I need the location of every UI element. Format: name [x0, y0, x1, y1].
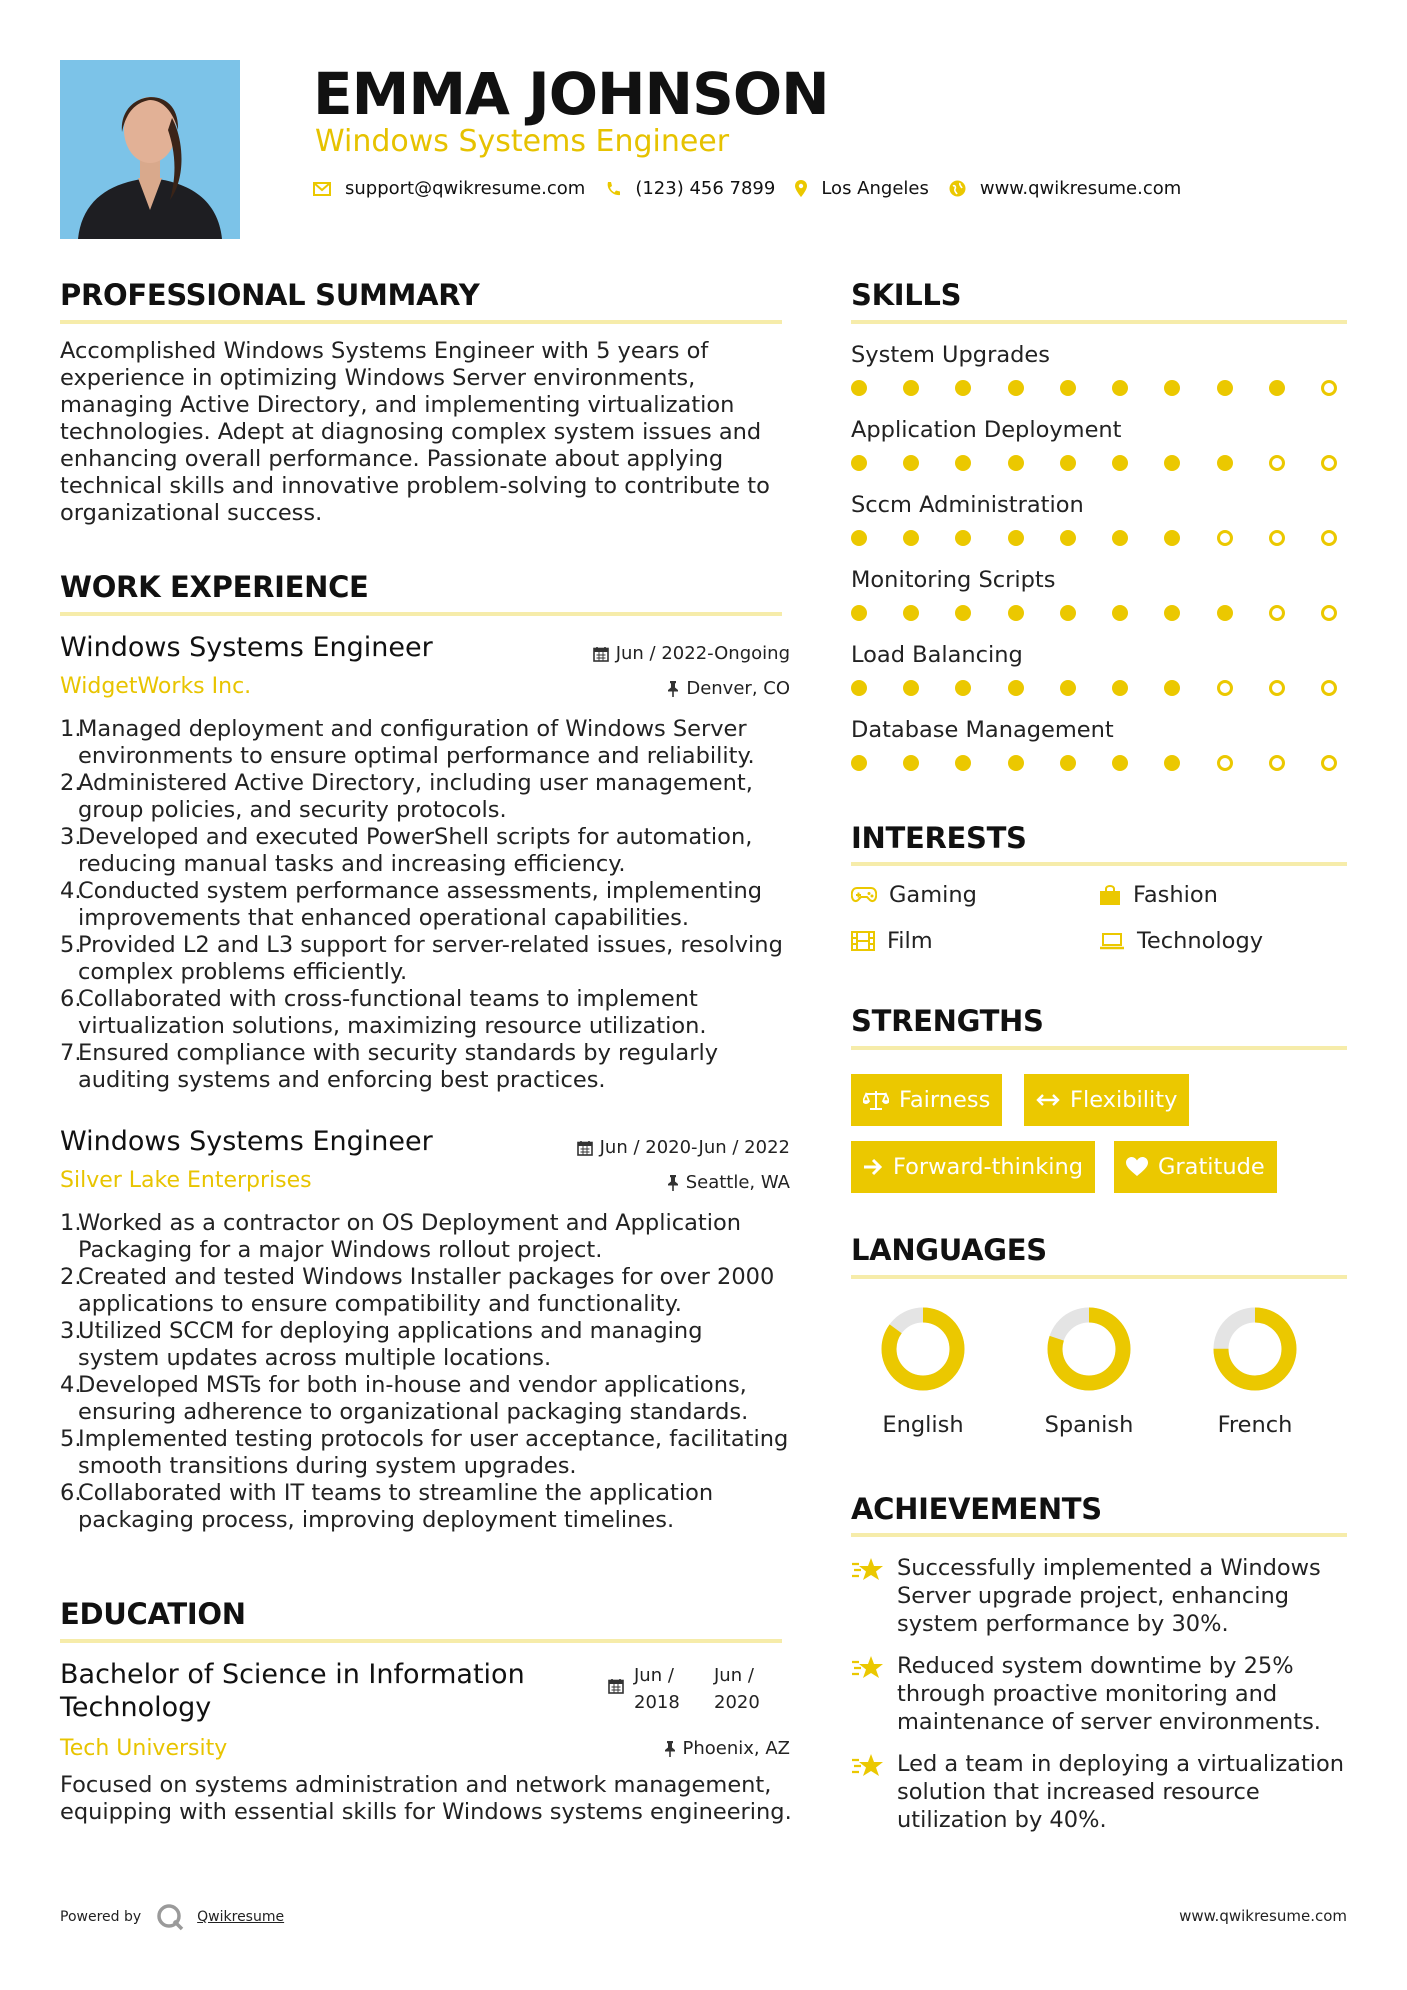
pushpin-icon: [664, 1741, 676, 1757]
job-bullets: [60, 716, 790, 1094]
list-item: [60, 932, 790, 986]
qwikresume-logo-icon: [155, 1902, 185, 1932]
list-number: 5.: [60, 932, 82, 958]
achievement-text: [897, 1554, 1321, 1652]
language-name: Spanish: [1044, 1412, 1134, 1438]
list-line: reducing manual tasks and increasing efficiency.: [78, 851, 626, 877]
skill-dot-empty: [1269, 530, 1285, 546]
list-line: Collaborated with cross-functional teams to implement: [78, 986, 698, 1012]
skill-dot-empty: [1321, 530, 1337, 546]
skill-dot-filled: [903, 755, 919, 771]
envelope-icon: [313, 182, 331, 196]
interest-label: Technology: [1137, 928, 1264, 954]
strength-label: Gratitude: [1158, 1154, 1265, 1180]
achievements-heading: ACHIEVEMENTS: [851, 1492, 1102, 1526]
list-line: group policies, and security protocols.: [78, 797, 507, 823]
skills-heading: SKILLS: [851, 278, 962, 312]
strengths-heading: STRENGTHS: [851, 1004, 1044, 1038]
job-location: [667, 1172, 790, 1193]
footer-powered-by: [60, 1902, 284, 1932]
skill-dot-filled: [903, 605, 919, 621]
skill-row: [851, 342, 1351, 417]
list-line: packaging process, improving deployment timelines.: [78, 1507, 675, 1533]
list-line: Packaging for a major Windows rollout project.: [78, 1237, 603, 1263]
job-location-text: Denver, CO: [686, 678, 790, 699]
skills-divider: [851, 320, 1347, 324]
degree-line: Technology: [60, 1692, 212, 1723]
end-date: [714, 1662, 760, 1716]
skill-dot-filled: [955, 605, 971, 621]
skill-dot-filled: [1217, 605, 1233, 621]
summary-line: organizational success.: [60, 500, 323, 526]
job-title: Windows Systems Engineer: [60, 632, 433, 663]
skill-dot-filled: [1164, 755, 1180, 771]
skill-dot-filled: [1164, 605, 1180, 621]
experience-divider: [60, 612, 782, 616]
footer-url[interactable]: www.qwikresume.com: [1179, 1907, 1347, 1925]
school-name: Tech University: [60, 1736, 228, 1761]
skill-dot-empty: [1217, 755, 1233, 771]
star-icon: [851, 1752, 885, 1780]
degree-title: [60, 1658, 525, 1724]
languages-divider: [851, 1275, 1347, 1279]
language-name: English: [882, 1412, 964, 1438]
skill-dot-filled: [1060, 380, 1076, 396]
skill-dot-filled: [903, 680, 919, 696]
list-line: Worked as a contractor on OS Deployment and Application: [78, 1210, 741, 1236]
strength-label: Forward-thinking: [893, 1154, 1084, 1180]
skill-name: Database Management: [851, 717, 1114, 743]
contact-phone[interactable]: [605, 178, 775, 199]
skill-dot-filled: [1164, 380, 1180, 396]
summary-heading: PROFESSIONAL SUMMARY: [60, 278, 480, 312]
achievements-list: [851, 1554, 1351, 1848]
candidate-name: EMMA JOHNSON: [313, 60, 829, 128]
skill-dot-filled: [1060, 755, 1076, 771]
skill-dot-empty: [1217, 680, 1233, 696]
contact-website[interactable]: [949, 178, 1181, 199]
skill-dot-filled: [1112, 680, 1128, 696]
language-proficiency-ring: [1044, 1304, 1134, 1394]
list-item: [60, 1040, 790, 1094]
list-number: 2.: [60, 1264, 82, 1290]
phone-icon: [605, 181, 621, 197]
summary-line: enhancing overall performance. Passionate about applying: [60, 446, 724, 472]
skill-row: [851, 642, 1351, 717]
contact-location: [795, 178, 929, 199]
interests-heading: INTERESTS: [851, 821, 1027, 855]
list-item: [60, 878, 790, 932]
skill-dot-filled: [955, 530, 971, 546]
skill-dot-filled: [1112, 380, 1128, 396]
calendar-icon: [577, 1140, 593, 1156]
skill-rating: [851, 755, 1337, 771]
strength-label: Flexibility: [1070, 1087, 1178, 1113]
summary-line: technical skills and innovative problem-solving to contribute to: [60, 473, 770, 499]
summary-line: experience in optimizing Windows Server environments,: [60, 365, 696, 391]
skill-dot-filled: [851, 380, 867, 396]
skill-dot-filled: [1008, 455, 1024, 471]
education-heading: EDUCATION: [60, 1597, 246, 1631]
interest-label: Fashion: [1133, 882, 1218, 908]
education-divider: [60, 1639, 782, 1643]
skill-dot-empty: [1269, 680, 1285, 696]
company-name: WidgetWorks Inc.: [60, 674, 252, 699]
contact-bar: [313, 178, 1201, 199]
interests-divider: [851, 862, 1347, 866]
achievement-line: solution that increased resource: [897, 1779, 1260, 1805]
globe-icon: [949, 180, 966, 197]
achievement-item: [851, 1652, 1351, 1750]
skill-dot-filled: [1008, 755, 1024, 771]
job-date: [593, 643, 790, 664]
strength-badge: [851, 1141, 1095, 1193]
skill-dot-filled: [955, 455, 971, 471]
skill-rating: [851, 605, 1337, 621]
list-line: smooth transitions during system upgrades.: [78, 1453, 577, 1479]
job-date-text: Jun / 2022-Ongoing: [615, 643, 790, 664]
skill-dot-filled: [1164, 680, 1180, 696]
skill-dot-empty: [1269, 755, 1285, 771]
language-proficiency-ring: [878, 1304, 968, 1394]
list-line: Managed deployment and configuration of Windows Server: [78, 716, 747, 742]
list-line: Implemented testing protocols for user acceptance, facilitating: [78, 1426, 789, 1452]
end-year: 2020: [714, 1692, 760, 1713]
pushpin-icon: [667, 681, 679, 697]
languages-heading: LANGUAGES: [851, 1233, 1047, 1267]
summary-line: Accomplished Windows Systems Engineer with 5 years of: [60, 338, 709, 364]
education-desc-line: equipping with essential skills for Windows systems engineering.: [60, 1799, 792, 1825]
location-text: Los Angeles: [821, 178, 929, 199]
skill-dot-filled: [955, 755, 971, 771]
skill-dot-filled: [955, 380, 971, 396]
email-text: support@qwikresume.com: [345, 178, 586, 199]
language-item: [1006, 1304, 1172, 1438]
skill-dot-filled: [1008, 680, 1024, 696]
achievement-line: utilization by 40%.: [897, 1807, 1107, 1833]
skill-dot-empty: [1269, 455, 1285, 471]
list-item: [60, 824, 790, 878]
school-location: [664, 1738, 791, 1759]
skill-dot-filled: [903, 380, 919, 396]
achievement-line: system performance by 30%.: [897, 1611, 1229, 1637]
candidate-role: Windows Systems Engineer: [315, 124, 730, 159]
degree-line: Bachelor of Science in Information: [60, 1659, 525, 1690]
skill-name: Monitoring Scripts: [851, 567, 1056, 593]
skill-dot-filled: [1164, 530, 1180, 546]
list-item: [60, 1426, 790, 1480]
achievement-line: Server upgrade project, enhancing: [897, 1583, 1290, 1609]
education-dates: [608, 1662, 760, 1716]
list-number: 2.: [60, 770, 82, 796]
contact-email[interactable]: [313, 178, 585, 199]
company-name: Silver Lake Enterprises: [60, 1168, 312, 1193]
skill-dot-filled: [955, 680, 971, 696]
education-desc-line: Focused on systems administration and network management,: [60, 1772, 772, 1798]
list-item: [60, 1318, 790, 1372]
brand-link[interactable]: Qwikresume: [197, 1909, 285, 1925]
map-pin-icon: [795, 180, 807, 197]
achievement-line: maintenance of server environments.: [897, 1709, 1321, 1735]
list-item: [60, 986, 790, 1040]
achievements-divider: [851, 1533, 1347, 1537]
skill-dot-filled: [851, 455, 867, 471]
achievement-line: through proactive monitoring and: [897, 1681, 1278, 1707]
list-number: 6.: [60, 986, 82, 1012]
education-description: [60, 1772, 800, 1826]
achievement-text: [897, 1750, 1344, 1848]
list-line: system updates across multiple locations.: [78, 1345, 552, 1371]
strength-badge: [851, 1074, 1002, 1126]
list-line: Provided L2 and L3 support for server-related issues, resolving: [78, 932, 783, 958]
skill-dot-empty: [1321, 605, 1337, 621]
interest-item: [1099, 882, 1218, 908]
heart-icon: [1126, 1157, 1148, 1177]
start-date: [634, 1662, 714, 1716]
list-number: 4.: [60, 878, 82, 904]
list-line: Created and tested Windows Installer packages for over 2000: [78, 1264, 775, 1290]
school-location-text: Phoenix, AZ: [682, 1738, 790, 1759]
skill-dot-filled: [1008, 530, 1024, 546]
start-month: Jun /: [634, 1665, 674, 1686]
achievement-line: Successfully implemented a Windows: [897, 1555, 1321, 1581]
experience-heading: WORK EXPERIENCE: [60, 570, 369, 604]
gamepad-icon: [851, 887, 877, 903]
skill-row: [851, 417, 1351, 492]
list-number: 1.: [60, 1210, 82, 1236]
achievement-item: [851, 1554, 1351, 1652]
list-line: auditing systems and enforcing best practices.: [78, 1067, 606, 1093]
list-item: [60, 1372, 790, 1426]
skill-dot-filled: [903, 455, 919, 471]
language-item: [1172, 1304, 1338, 1438]
skill-row: [851, 492, 1351, 567]
interest-item: [1099, 928, 1263, 954]
skill-dot-filled: [1060, 680, 1076, 696]
strengths-divider: [851, 1046, 1347, 1050]
list-line: environments to ensure optimal performance and reliability.: [78, 743, 755, 769]
skill-name: Application Deployment: [851, 417, 1122, 443]
list-line: Developed and executed PowerShell scripts for automation,: [78, 824, 753, 850]
calendar-icon: [593, 646, 609, 662]
list-number: 7.: [60, 1040, 82, 1066]
skill-dot-empty: [1321, 455, 1337, 471]
skill-dot-empty: [1269, 605, 1285, 621]
powered-by-text: Powered by: [60, 1909, 142, 1925]
interest-item: [851, 928, 933, 954]
list-item: [60, 1264, 790, 1318]
laptop-icon: [1099, 932, 1125, 950]
strength-badge: [1024, 1074, 1189, 1126]
skill-dot-filled: [851, 755, 867, 771]
list-line: Developed MSTs for both in-house and vendor applications,: [78, 1372, 747, 1398]
skill-rating: [851, 455, 1337, 471]
job-date: [577, 1137, 790, 1158]
skill-dot-filled: [1112, 755, 1128, 771]
achievement-line: Led a team in deploying a virtualization: [897, 1751, 1345, 1777]
end-month: Jun /: [714, 1665, 754, 1686]
skill-row: [851, 717, 1351, 792]
summary-line: technologies. Adept at diagnosing complex system issues and: [60, 419, 762, 445]
interest-item: [851, 882, 977, 908]
job-bullets: [60, 1210, 790, 1534]
strength-label: Fairness: [899, 1087, 991, 1113]
skill-dot-empty: [1321, 380, 1337, 396]
list-line: Collaborated with IT teams to streamline the application: [78, 1480, 714, 1506]
achievement-item: [851, 1750, 1351, 1848]
list-number: 4.: [60, 1372, 82, 1398]
achievement-text: [897, 1652, 1321, 1750]
achievement-line: Reduced system downtime by 25%: [897, 1653, 1294, 1679]
job-location: [667, 678, 790, 699]
star-icon: [851, 1556, 885, 1584]
skill-dot-empty: [1217, 530, 1233, 546]
skill-dot-filled: [1060, 605, 1076, 621]
list-line: ensuring adherence to organizational packaging standards.: [78, 1399, 749, 1425]
interest-label: Film: [887, 928, 933, 954]
film-icon: [851, 931, 875, 951]
skill-rating: [851, 530, 1337, 546]
skill-dot-filled: [903, 530, 919, 546]
skill-name: Sccm Administration: [851, 492, 1084, 518]
skill-dot-empty: [1321, 755, 1337, 771]
skill-dot-filled: [1164, 455, 1180, 471]
job-title: Windows Systems Engineer: [60, 1126, 433, 1157]
skills-list: [851, 342, 1351, 792]
list-line: improvements that enhanced operational capabilities.: [78, 905, 690, 931]
languages-list: [840, 1304, 1338, 1438]
phone-text: (123) 456 7899: [635, 178, 776, 199]
list-number: 5.: [60, 1426, 82, 1452]
list-number: 3.: [60, 824, 82, 850]
skill-dot-filled: [851, 605, 867, 621]
arrow-right-icon: [863, 1158, 883, 1176]
list-line: applications to ensure compatibility and functionality.: [78, 1291, 682, 1317]
list-item: [60, 716, 790, 770]
summary-text: [60, 338, 790, 527]
list-item: [60, 1210, 790, 1264]
skill-name: Load Balancing: [851, 642, 1023, 668]
star-icon: [851, 1654, 885, 1682]
pushpin-icon: [667, 1175, 679, 1191]
list-item: [60, 1480, 790, 1534]
list-number: 6.: [60, 1480, 82, 1506]
skill-dot-filled: [1060, 455, 1076, 471]
skill-dot-empty: [1321, 680, 1337, 696]
job-location-text: Seattle, WA: [685, 1172, 790, 1193]
skill-dot-filled: [1112, 455, 1128, 471]
list-line: Utilized SCCM for deploying applications and managing: [78, 1318, 703, 1344]
skill-name: System Upgrades: [851, 342, 1050, 368]
skill-rating: [851, 380, 1337, 396]
list-line: Administered Active Directory, including user management,: [78, 770, 753, 796]
skill-dot-filled: [1112, 605, 1128, 621]
list-line: Ensured compliance with security standards by regularly: [78, 1040, 719, 1066]
skill-row: [851, 567, 1351, 642]
job-date-text: Jun / 2020-Jun / 2022: [599, 1137, 790, 1158]
list-line: virtualization solutions, maximizing resource utilization.: [78, 1013, 707, 1039]
skill-dot-filled: [851, 680, 867, 696]
start-year: 2018: [634, 1692, 680, 1713]
list-number: 3.: [60, 1318, 82, 1344]
list-item: [60, 770, 790, 824]
skill-dot-filled: [1112, 530, 1128, 546]
strength-badge: [1114, 1141, 1277, 1193]
list-line: Conducted system performance assessments, implementing: [78, 878, 763, 904]
skill-dot-filled: [1217, 455, 1233, 471]
arrows-horizontal-icon: [1036, 1093, 1060, 1107]
interest-label: Gaming: [889, 882, 977, 908]
calendar-icon: [608, 1678, 624, 1694]
skill-dot-filled: [1060, 530, 1076, 546]
shopping-bag-icon: [1099, 884, 1121, 906]
list-number: 1.: [60, 716, 82, 742]
skill-dot-filled: [1217, 380, 1233, 396]
summary-divider: [60, 320, 782, 324]
skill-dot-filled: [1008, 380, 1024, 396]
skill-dot-filled: [1008, 605, 1024, 621]
skill-rating: [851, 680, 1337, 696]
language-item: [840, 1304, 1006, 1438]
language-name: French: [1217, 1412, 1293, 1438]
balance-scale-icon: [863, 1089, 889, 1111]
summary-line: managing Active Directory, and implementing virtualization: [60, 392, 735, 418]
skill-dot-filled: [1269, 380, 1285, 396]
list-line: complex problems efficiently.: [78, 959, 408, 985]
website-text: www.qwikresume.com: [979, 178, 1182, 199]
language-proficiency-ring: [1210, 1304, 1300, 1394]
skill-dot-filled: [851, 530, 867, 546]
profile-photo: [60, 60, 240, 239]
